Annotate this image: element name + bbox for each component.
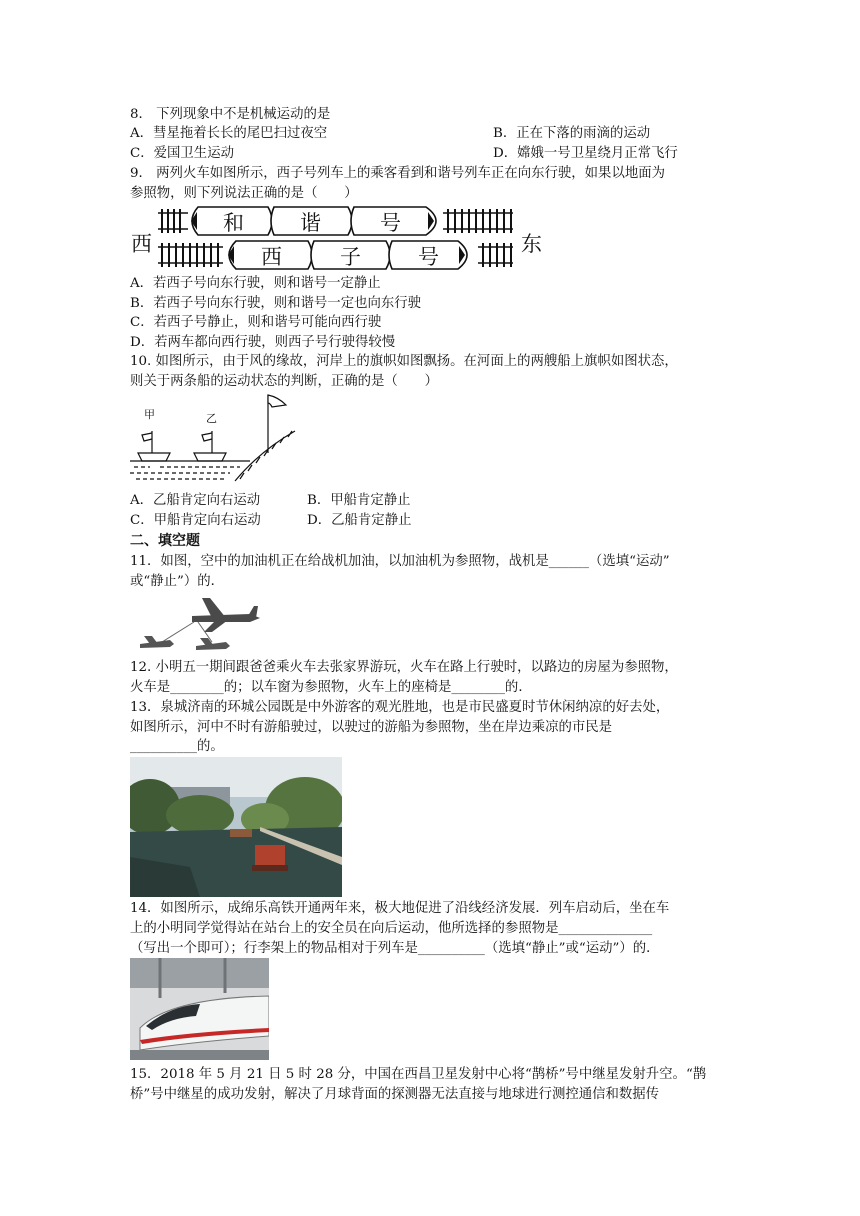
q10-stem-line1: 10. 如图所示，由于风的缘故，河岸上的旗帜如图飘扬。在河面上的两艘船上旗帜如图状态， [130, 354, 678, 369]
park-river-scene [130, 757, 342, 897]
q14-line1: 14．如图所示，成绵乐高铁开通两年来，极大地促进了沿线经济发展．列车启动后，坐在车 [130, 901, 670, 916]
boats-figure [130, 391, 305, 487]
train-top-char-1: 和 [223, 211, 244, 235]
boat-a-label: 甲 [144, 408, 155, 421]
train-bottom-char-3: 号 [418, 245, 439, 269]
q9-option-d: D．若两车都向西行驶，则西子号行驶得较慢 [130, 335, 396, 350]
q8-stem: 8． 下列现象中不是机械运动的是 [130, 107, 331, 122]
q10-option-a: A．乙船肯定向右运动 [130, 493, 261, 508]
q8-option-b: B．正在下落的雨滴的运动 [493, 126, 651, 141]
train-figure [128, 203, 548, 275]
park-river-photo [130, 757, 342, 897]
q13-line2: 如图所示，河中不时有游船驶过，以驶过的游船为参照物，坐在岸边乘凉的市民是 [130, 720, 613, 735]
q13-line1: 13．泉城济南的环城公园既是中外游客的观光胜地，也是市民盛夏时节休闲纳凉的好去处， [130, 700, 670, 715]
q14-line2: 上的小明同学觉得站在站台上的安全员在向后运动，他所选择的参照物是______________ [130, 921, 653, 936]
q12-line1: 12. 小明五一期间跟爸爸乘火车去张家界游玩，火车在路上行驶时，以路边的房屋为参照物， [130, 660, 678, 675]
q11-line1: 11．如图，空中的加油机正在给战机加油，以加油机为参照物，战机是______（选填“运动” [130, 554, 670, 569]
boats-drawing [130, 391, 305, 487]
q11-line2: 或“静止”）的． [130, 574, 225, 589]
q10-option-c: C．甲船肯定向右运动 [130, 513, 261, 528]
q10-option-b: B．甲船肯定静止 [307, 493, 411, 508]
west-label: 西 [131, 232, 152, 256]
section-title-fill-in: 二、填空题 [130, 533, 200, 549]
q15-line1: 15．2018 年 5 月 21 日 5 时 28 分，中国在西昌卫星发射中心将“鹊桥”号中继星发射升空。“鹊 [130, 1067, 707, 1082]
q9-option-a: A．若西子号向东行驶，则和谐号一定静止 [130, 276, 381, 291]
q10-stem-line2: 则关于两条船的运动状态的判断，正确的是（ ） [130, 374, 438, 389]
aircraft-drawing [132, 594, 262, 656]
east-label: 东 [521, 232, 542, 256]
q12-line2: 火车是________的；以车窗为参照物，火车上的座椅是________的． [130, 680, 532, 695]
train-top-char-2: 谐 [300, 211, 321, 235]
high-speed-train-scene [130, 958, 269, 1060]
q13-line3: __________的。 [130, 739, 224, 754]
q9-option-b: B．若西子号向东行驶，则和谐号一定也向东行驶 [130, 296, 422, 311]
train-bottom-char-1: 西 [261, 245, 282, 269]
q8-option-d: D．嫦娥一号卫星绕月正常飞行 [493, 146, 678, 161]
q9-stem-line1: 9． 两列火车如图所示，西子号列车上的乘客看到和谐号列车正在向东行驶，如果以地面为 [130, 166, 666, 181]
q9-stem-line2: 参照物，则下列说法正确的是（ ） [130, 186, 358, 201]
boat-b-label: 乙 [206, 412, 217, 425]
refueling-aircraft-figure [132, 594, 262, 656]
q14-line3: （写出一个即可）；行李架上的物品相对于列车是__________（选填“静止”或“运动”）的． [130, 941, 660, 956]
high-speed-train-photo [130, 958, 269, 1060]
train-drawing [128, 203, 548, 275]
q9-option-c: C．若西子号静止，则和谐号可能向西行驶 [130, 315, 382, 330]
q8-option-c: C．爱国卫生运动 [130, 146, 234, 161]
q15-line2: 桥”号中继星的成功发射，解决了月球背面的探测器无法直接与地球进行测控通信和数据传 [130, 1087, 660, 1102]
train-top-char-3: 号 [380, 211, 401, 235]
q10-option-d: D．乙船肯定静止 [307, 513, 412, 528]
q8-option-a: A．彗星拖着长长的尾巴扫过夜空 [130, 126, 328, 141]
train-bottom-char-2: 子 [340, 245, 361, 269]
